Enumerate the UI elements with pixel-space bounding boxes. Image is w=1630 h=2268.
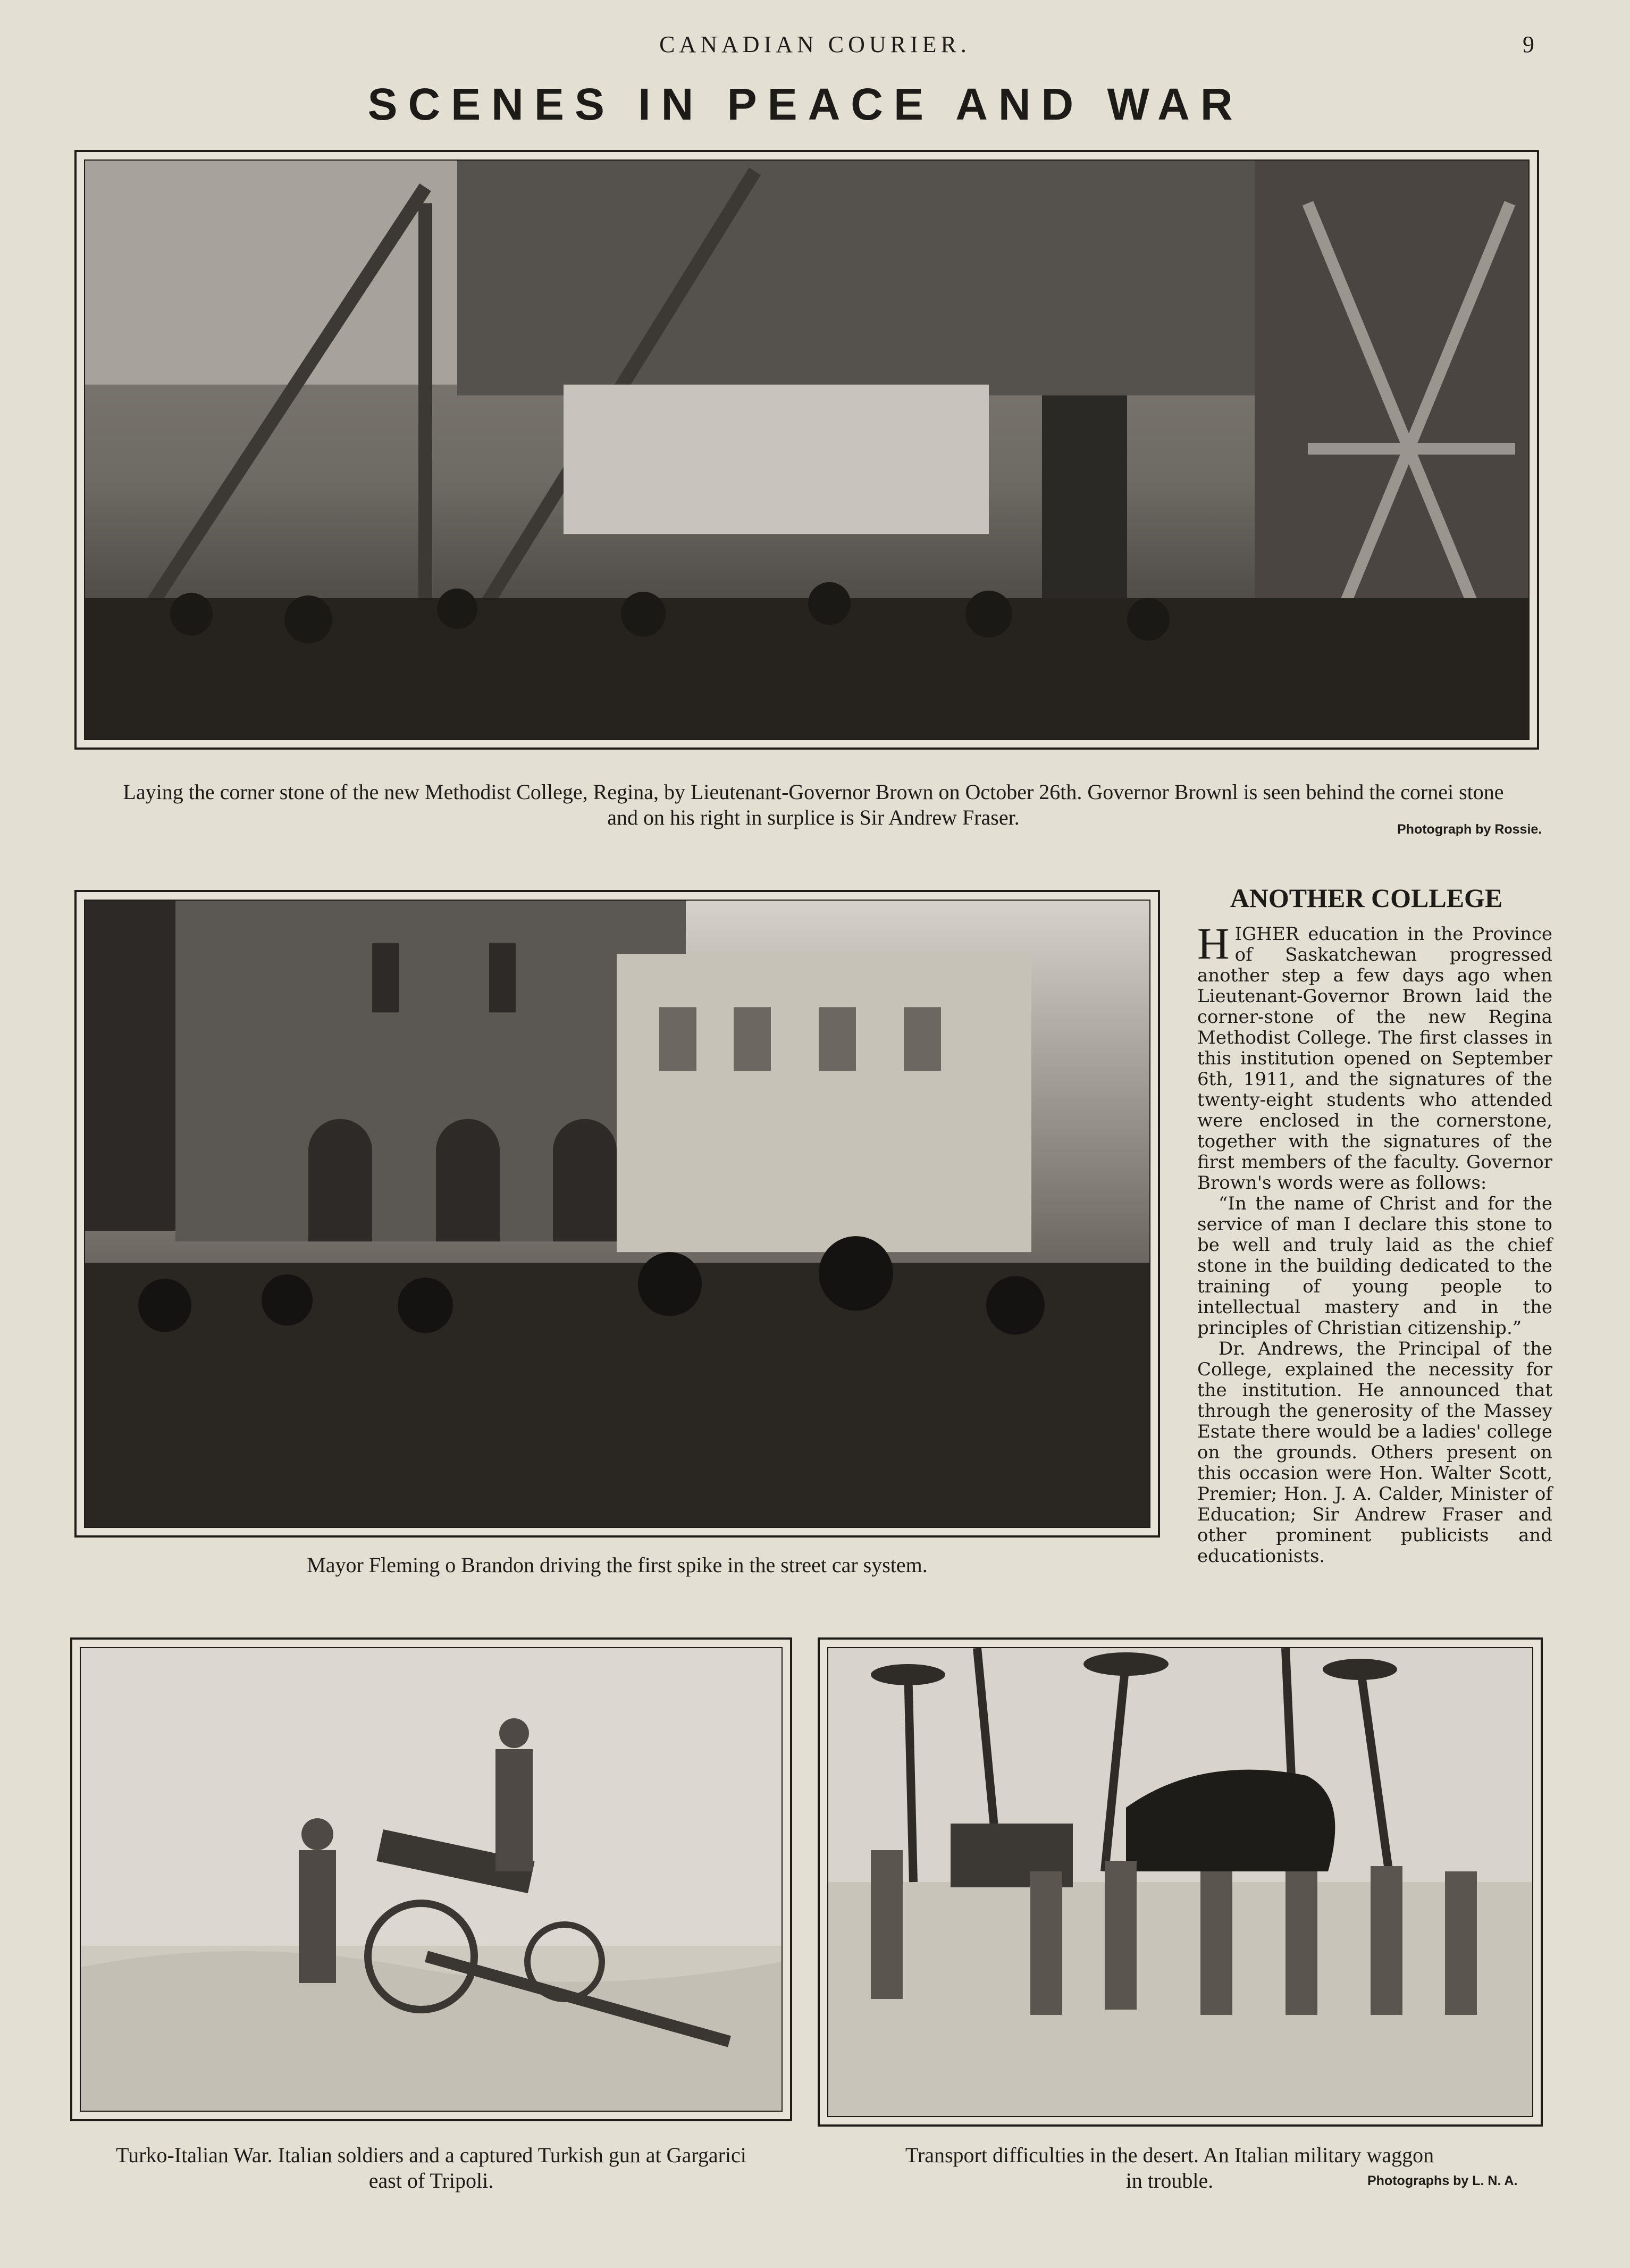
- photo-credit: Photograph by Rossie.: [1397, 822, 1542, 837]
- photo-cornerstone-frame: [74, 150, 1539, 750]
- photo-turkish-gun: [80, 1647, 783, 2112]
- caption-line: and on his right in surplice is Sir Andrew Fraser.: [607, 805, 1020, 829]
- photo-credit: Photographs by L. N. A.: [1367, 2173, 1518, 2188]
- photo-transport: [827, 1647, 1533, 2117]
- photo-brandon-caption: Mayor Fleming o Brandon driving the first spike in the street car system.: [307, 1553, 928, 1577]
- page-number: 9: [1523, 31, 1534, 57]
- photo-cornerstone: [84, 159, 1530, 740]
- photo-brandon-frame: [74, 890, 1160, 1538]
- article-paragraph: [1197, 919, 1552, 1194]
- drop-cap: H: [1197, 919, 1230, 969]
- photo-brandon: [84, 900, 1150, 1528]
- caption-line: Turko-Italian War. Italian soldiers and a captured Turkish gun at Gargarici: [116, 2143, 746, 2167]
- photo-cornerstone-caption: [58, 779, 1568, 830]
- running-head: CANADIAN COURIER.: [659, 31, 971, 57]
- caption-line: Laying the corner stone of the new Methodist College, Regina, by Lieutenant-Governor Brown on October 26th. Governor Brownl is seen behind the cornei stone: [123, 780, 1504, 804]
- caption-line: in trouble.: [1125, 2169, 1214, 2193]
- caption-line: east of Tripoli.: [368, 2169, 494, 2193]
- photo-turkish-gun-caption: [70, 2143, 792, 2194]
- caption-line: Transport difficulties in the desert. An Italian military waggon: [905, 2143, 1434, 2167]
- article-body: [1197, 919, 1552, 1567]
- photo-transport-frame: [818, 1637, 1543, 2127]
- article-paragraph: Dr. Andrews, the Principal of the College, explained the necessity for the institution. He announced that through the generosity of the Massey Estate there would be a ladies' college on the grounds. Others present on this occasion were Hon. Walter Scott, Premier; Hon. J. A. Calder, Minister of Education; Sir Andrew Fraser and other prominent publicists and educationists.: [1197, 1338, 1552, 1567]
- article-paragraph: “In the name of Christ and for the service of man I declare this stone to be well and truly laid as the chief stone in the building dedicated to the training of young people to intellectual mastery and in the principles of Christian citizenship.”: [1197, 1193, 1552, 1339]
- paragraph-text: IGHER education in the Province of Saskatchewan progressed another step a few days ago when Lieutenant-Governor Brown laid the corner-stone of the new Regina Methodist College. The first classes in this institution opened on September 6th, 1911, and the signatures of the twenty-eight students who attended were enclosed in the cornerstone, together with the signatures of the first members of the faculty. Governor Brown's words were as follows:: [1197, 923, 1552, 1194]
- photo-turkish-gun-frame: [70, 1637, 792, 2121]
- page-headline: SCENES IN PEACE AND WAR: [367, 79, 1243, 129]
- article-title: ANOTHER COLLEGE: [1230, 883, 1503, 913]
